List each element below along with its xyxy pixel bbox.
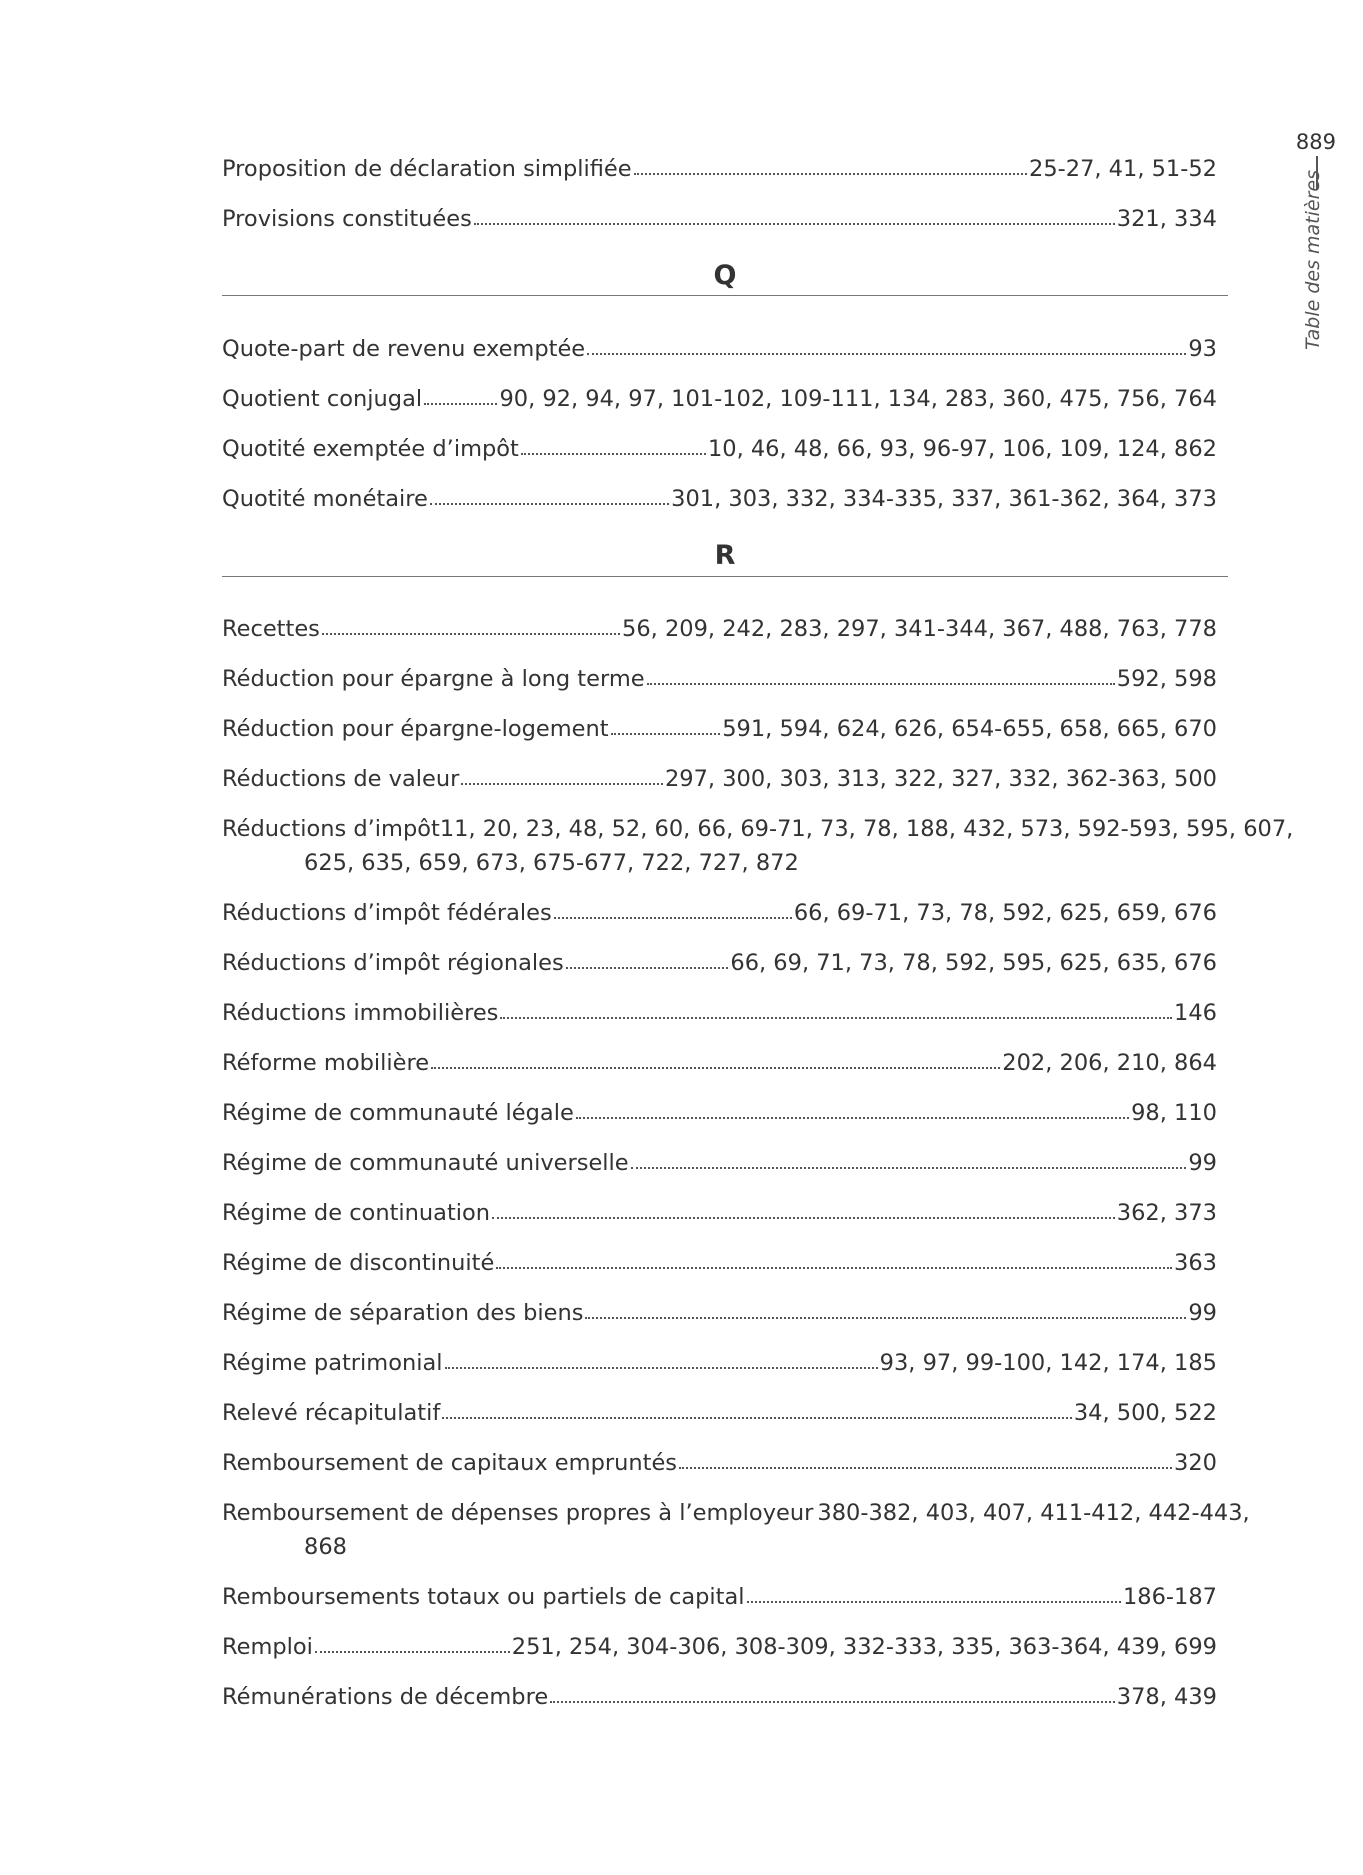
entry-pages: 93, 97, 99-100, 142, 174, 185 bbox=[879, 1350, 1217, 1376]
entry-pages: 99 bbox=[1188, 1150, 1217, 1176]
section-divider bbox=[222, 295, 1228, 296]
entry-pages: 297, 300, 303, 313, 322, 327, 332, 362-363, 500 bbox=[664, 766, 1217, 792]
entry-pages: 186-187 bbox=[1122, 1584, 1217, 1610]
dot-leader bbox=[430, 487, 669, 510]
index-entry bbox=[222, 1246, 1217, 1280]
dot-leader bbox=[315, 1635, 510, 1658]
entry-pages: 202, 206, 210, 864 bbox=[1002, 1050, 1217, 1076]
entry-pages: 10, 46, 48, 66, 93, 96-97, 106, 109, 124, 862 bbox=[707, 436, 1217, 462]
entry-pages: 25-27, 41, 51-52 bbox=[1029, 156, 1217, 182]
index-entry bbox=[222, 1446, 1217, 1480]
entry-pages: 93 bbox=[1188, 336, 1217, 362]
dot-leader bbox=[550, 1685, 1115, 1708]
entry-term: Réductions d’impôt régionales bbox=[222, 950, 564, 976]
entry-pages: 66, 69, 71, 73, 78, 592, 595, 625, 635, 676 bbox=[730, 950, 1217, 976]
entry-term: Réduction pour épargne-logement bbox=[222, 716, 609, 742]
dot-leader bbox=[496, 1251, 1172, 1274]
dot-leader bbox=[747, 1585, 1121, 1608]
entry-term: Quotité monétaire bbox=[222, 486, 428, 512]
entry-term: Provisions constituées bbox=[222, 206, 472, 232]
dot-leader bbox=[631, 1151, 1187, 1174]
section-divider bbox=[222, 576, 1228, 577]
dot-leader bbox=[500, 1001, 1172, 1024]
index-entry bbox=[222, 1196, 1217, 1230]
index-entry bbox=[222, 382, 1217, 416]
entry-pages: 99 bbox=[1188, 1300, 1217, 1326]
side-title bbox=[1300, 170, 1330, 360]
dot-leader bbox=[566, 951, 729, 974]
entry-pages: 56, 209, 242, 283, 297, 341-344, 367, 488, 763, 778 bbox=[622, 616, 1217, 642]
dot-leader bbox=[492, 1201, 1115, 1224]
entry-term: Réduction pour épargne à long terme bbox=[222, 666, 645, 692]
index-entry bbox=[222, 996, 1217, 1030]
dot-leader bbox=[461, 767, 663, 790]
dot-leader bbox=[521, 437, 706, 460]
dot-leader bbox=[679, 1451, 1172, 1474]
index-entry bbox=[222, 482, 1217, 516]
entry-term: Réforme mobilière bbox=[222, 1050, 430, 1076]
index-entry bbox=[222, 432, 1217, 466]
entry-pages: 251, 254, 304-306, 308-309, 332-333, 335, 363-364, 439, 699 bbox=[511, 1634, 1217, 1660]
entry-term: Réductions d’impôt fédérales bbox=[222, 900, 552, 926]
dot-leader bbox=[611, 717, 721, 740]
section-letter-r: R bbox=[714, 540, 736, 571]
entry-term: Régime patrimonial bbox=[222, 1350, 443, 1376]
index-entry bbox=[222, 1146, 1217, 1180]
dot-leader bbox=[431, 1051, 1000, 1074]
index-entry bbox=[222, 612, 1217, 646]
entry-pages: 320 bbox=[1174, 1450, 1217, 1476]
entry-term: Quotité exemptée d’impôt bbox=[222, 436, 519, 462]
index-entry bbox=[222, 812, 1294, 880]
index-entry bbox=[222, 152, 1217, 186]
entry-pages: 321, 334 bbox=[1116, 206, 1217, 232]
entry-pages: 90, 92, 94, 97, 101-102, 109-111, 134, 283, 360, 475, 756, 764 bbox=[499, 386, 1217, 412]
entry-term: Régime de communauté universelle bbox=[222, 1150, 629, 1176]
entry-pages: 34, 500, 522 bbox=[1073, 1400, 1217, 1426]
index-entry bbox=[222, 1396, 1217, 1430]
entry-pages: 362, 373 bbox=[1116, 1200, 1217, 1226]
dot-leader bbox=[587, 337, 1186, 360]
entry-pages: 66, 69-71, 73, 78, 592, 625, 659, 676 bbox=[793, 900, 1217, 926]
entry-pages: 380-382, 403, 407, 411-412, 442-443, bbox=[817, 1500, 1250, 1526]
entry-term: Régime de continuation bbox=[222, 1200, 491, 1226]
index-entry bbox=[222, 1630, 1217, 1664]
entry-pages-continued: 625, 635, 659, 673, 675-677, 722, 727, 872 bbox=[304, 850, 799, 876]
dot-leader bbox=[474, 207, 1115, 230]
dot-leader bbox=[442, 1401, 1072, 1424]
entry-term: Régime de discontinuité bbox=[222, 1250, 495, 1276]
entry-term: Remboursements totaux ou partiels de capital bbox=[222, 1584, 745, 1610]
index-entry bbox=[222, 946, 1217, 980]
entry-pages: 301, 303, 332, 334-335, 337, 361-362, 364, 373 bbox=[671, 486, 1217, 512]
index-entry bbox=[222, 1680, 1217, 1714]
entry-term: Recettes bbox=[222, 616, 320, 642]
dot-leader bbox=[554, 901, 792, 924]
entry-term: Régime de communauté légale bbox=[222, 1100, 574, 1126]
dot-leader bbox=[647, 667, 1115, 690]
entry-term: Quotient conjugal bbox=[222, 386, 423, 412]
index-entry bbox=[222, 332, 1217, 366]
index-entry bbox=[222, 1096, 1217, 1130]
entry-pages: 146 bbox=[1174, 1000, 1217, 1026]
dot-leader bbox=[585, 1301, 1186, 1324]
entry-term: Réductions d’impôt bbox=[222, 816, 440, 842]
entry-pages-continued: 868 bbox=[304, 1534, 347, 1560]
entry-term: Proposition de déclaration simplifiée bbox=[222, 156, 632, 182]
entry-term: Remploi bbox=[222, 1634, 313, 1660]
entry-pages: 98, 110 bbox=[1131, 1100, 1217, 1126]
entry-term: Quote-part de revenu exemptée bbox=[222, 336, 586, 362]
index-entry bbox=[222, 1346, 1217, 1380]
entry-pages: 11, 20, 23, 48, 52, 60, 66, 69-71, 73, 78, 188, 432, 573, 592-593, 595, 607, bbox=[439, 816, 1294, 842]
index-entry bbox=[222, 1296, 1217, 1330]
section-letter-q: Q bbox=[713, 260, 737, 291]
index-entry bbox=[222, 896, 1217, 930]
entry-term: Réductions de valeur bbox=[222, 766, 460, 792]
entry-pages: 378, 439 bbox=[1116, 1684, 1217, 1710]
entry-term: Réductions immobilières bbox=[222, 1000, 499, 1026]
entry-pages: 591, 594, 624, 626, 654-655, 658, 665, 670 bbox=[722, 716, 1217, 742]
dot-leader bbox=[576, 1101, 1129, 1124]
entry-pages: 592, 598 bbox=[1116, 666, 1217, 692]
dot-leader bbox=[424, 387, 497, 410]
index-entry bbox=[222, 712, 1217, 746]
entry-term: Régime de séparation des biens bbox=[222, 1300, 584, 1326]
index-entry bbox=[222, 1496, 1250, 1564]
index-entry bbox=[222, 1580, 1217, 1614]
entry-term: Remboursement de capitaux empruntés bbox=[222, 1450, 678, 1476]
page-number: 889 bbox=[1295, 130, 1336, 154]
dot-leader bbox=[322, 617, 620, 640]
entry-term: Rémunérations de décembre bbox=[222, 1684, 549, 1710]
entry-term: Relevé récapitulatif bbox=[222, 1400, 441, 1426]
index-entry bbox=[222, 1046, 1217, 1080]
entry-term: Remboursement de dépenses propres à l’employeur bbox=[222, 1500, 814, 1526]
entry-pages: 363 bbox=[1174, 1250, 1217, 1276]
index-entry bbox=[222, 202, 1217, 236]
index-entry bbox=[222, 662, 1217, 696]
side-title-text: Table des matières bbox=[1302, 170, 1324, 350]
index-entry bbox=[222, 762, 1217, 796]
dot-leader bbox=[445, 1351, 878, 1374]
dot-leader bbox=[634, 157, 1027, 180]
